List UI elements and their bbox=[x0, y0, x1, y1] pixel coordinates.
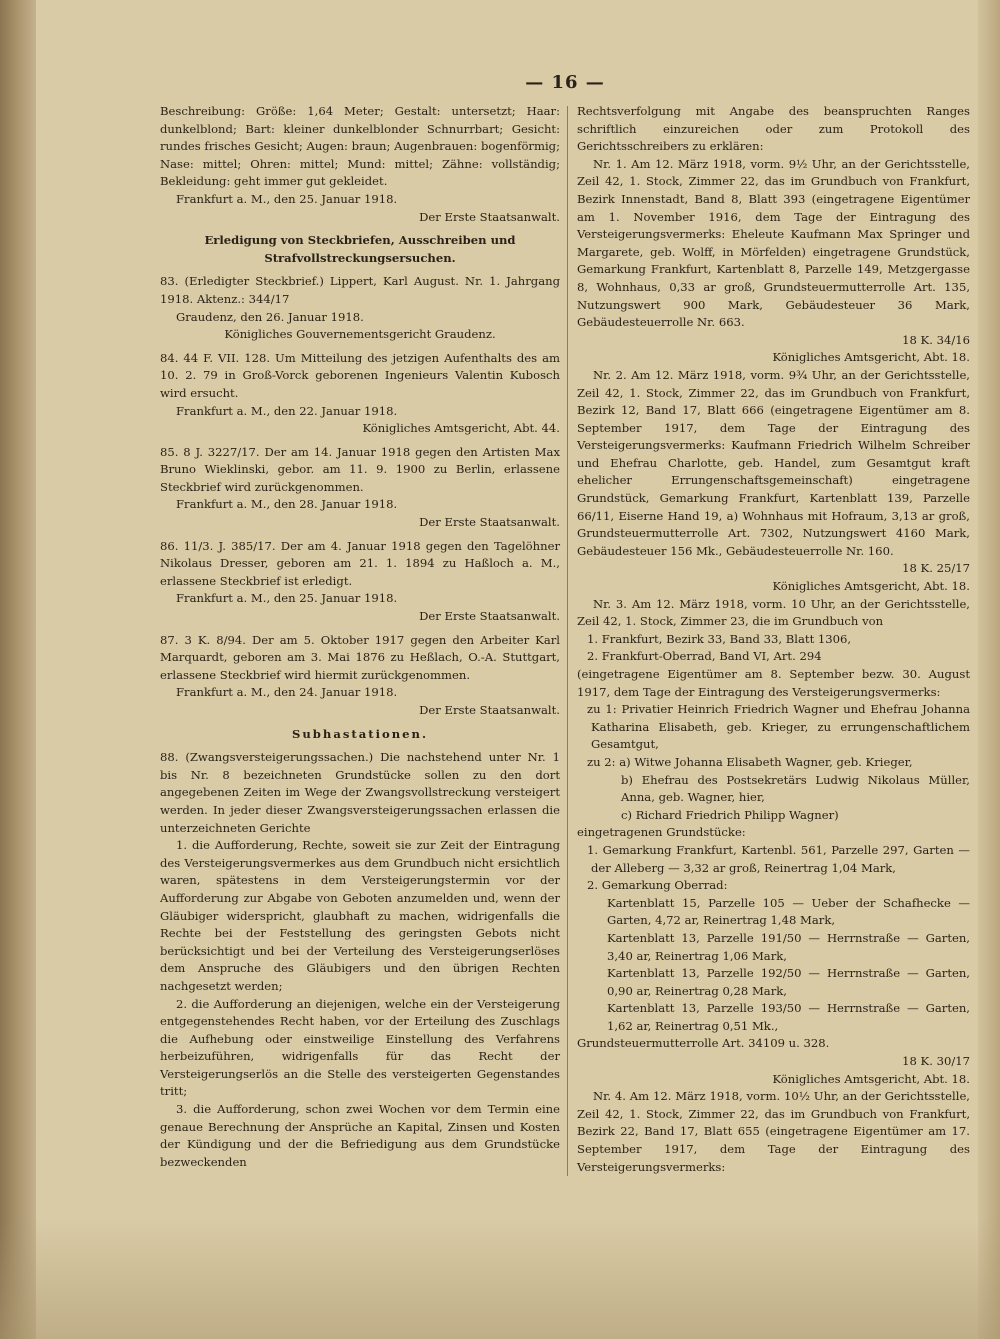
grundbuch-item: 1. Frankfurt, Bezirk 33, Band 33, Blatt 1306, bbox=[587, 631, 852, 646]
entry-85: 85. 8 J. 3227/17. Der am 14. Januar 1918 gegen den Artisten Max Bruno Wieklinski, gebor. am 11. 9. 1900 zu Berlin, erlassene Steckbrief wird zurückgenommen. bbox=[160, 444, 560, 494]
column-divider bbox=[567, 106, 568, 1176]
entry-87: 87. 3 K. 8/94. Der am 5. Oktober 1917 gegen den Arbeiter Karl Marquardt, geboren am 3. Mai 1876 zu Heßlach, O.-A. Stuttgart, erlassene Steckbrief wird hiermit zurückgenommen. bbox=[160, 632, 560, 682]
page-edge bbox=[978, 0, 1000, 1339]
property-subitem: Kartenblatt 15, Parzelle 105 — Ueber der Schafhecke — Garten, 4,72 ar, Reinertrag 1,48 Mark, bbox=[607, 895, 970, 928]
left-column bbox=[160, 103, 560, 1171]
signature: Königliches Amtsgericht, Abt. 44. bbox=[362, 421, 560, 436]
owner-item: b) Ehefrau des Postsekretärs Ludwig Nikolaus Müller, Anna, geb. Wagner, hier, bbox=[621, 772, 970, 805]
page-number: — 16 — bbox=[525, 72, 605, 93]
auction-nr-1: Nr. 1. Am 12. März 1918, vorm. 9½ Uhr, an der Gerichtsstelle, Zeil 42, 1. Stock, Zimmer 22, das im Grundbuch von Frankfurt, Bezirk Innenstadt, Band 8, Blatt 393 (eingetragene Eigentümer am 1. November 1916, dem Tage der Eintragung des Versteigerungsvermerks: Eheleute Kaufmann Max Springer und Margarete, geb. Wolff, in Mörfelden) eingetragene Grundstück, Gemarkung Frankfurt, Kartenblatt 8, Parzelle 149, Metzgergasse 8, Wohnhaus, 0,33 ar groß, Grundsteuermutterrolle Art. 135, Nutzungswert 900 Mark, Gebäudesteuer 36 Mark, Gebäudesteuerrolle Nr. 663. bbox=[577, 156, 970, 330]
owner-item: c) Richard Friedrich Philipp Wagner) bbox=[621, 807, 839, 822]
case-reference: 18 K. 25/17 bbox=[902, 561, 970, 576]
entry-86: 86. 11/3. J. 385/17. Der am 4. Januar 1918 gegen den Tagelöhner Nikolaus Dresser, geboren am 21. 1. 1894 zu Haßloch a. M., erlassene Steckbrief ist erledigt. bbox=[160, 538, 560, 588]
continuation-paragraph: Rechtsverfolgung mit Angabe des beanspruchten Ranges schriftlich einzureichen oder zum Protokoll des Gerichtsschreibers zu erklären: bbox=[577, 104, 970, 154]
right-column bbox=[577, 103, 970, 1176]
entry-88: 88. (Zwangsversteigerungssachen.) Die nachstehend unter Nr. 1 bis Nr. 8 bezeichneten Grundstücke sollen zu den dort angegebenen Zeiten im Wege der Zwangsvollstreckung versteigert werden. In jeder dieser Zwangsversteigerungssachen erlassen die unterzeichneten Gerichte bbox=[160, 750, 560, 835]
section-heading-subhastationen: Subhastationen. bbox=[291, 726, 428, 741]
property-subitem: Kartenblatt 13, Parzelle 192/50 — Herrnstraße — Garten, 0,90 ar, Reinertrag 0,28 Mark, bbox=[607, 966, 970, 998]
property-subitem: Kartenblatt 13, Parzelle 193/50 — Herrnstraße — Garten, 1,62 ar, Reinertrag 0,51 Mk., bbox=[607, 1001, 970, 1033]
properties-label: eingetragenen Grundstücke: bbox=[577, 825, 746, 840]
place-date: Frankfurt a. M., den 24. Januar 1918. bbox=[176, 685, 398, 700]
owner-item: zu 1: Privatier Heinrich Friedrich Wagner und Ehefrau Johanna Katharina Elisabeth, geb. Krieger, zu errungenschaftlichem Gesamtgut, bbox=[587, 702, 970, 752]
signature: Der Erste Staatsanwalt. bbox=[419, 209, 560, 224]
entry-84: 84. 44 F. VII. 128. Um Mitteilung des jetzigen Aufenthalts des am 10. 2. 79 in Groß-Vorck geborenen Ingenieurs Valentin Kubosch wird ersucht. bbox=[160, 350, 560, 400]
signature: Königliches Amtsgericht, Abt. 18. bbox=[772, 1071, 970, 1086]
tax-roll: Grundsteuermutterrolle Art. 34109 u. 328. bbox=[577, 1036, 830, 1051]
auction-nr-2: Nr. 2. Am 12. März 1918, vorm. 9¾ Uhr, an der Gerichtsstelle, Zeil 42, 1. Stock, Zimmer 22, das im Grundbuch von Frankfurt, Bezirk 12, Band 17, Blatt 666 (eingetragene Eigentümer am 8. September 1917, dem Tage der Eintragung des Versteigerungsvermerks: Kaufmann Friedrich Wilhelm Schreiber und Ehefrau Charlotte, geb. Handel, zum Gesamtgut kraft ehelicher Errungenschaftsgemeinschaft) eingetragene Grundstück, Gemarkung Frankfurt, Kartenblatt 139, Parzelle 66/11, Eiserne Hand 19, a) Wohnhaus mit Hofraum, 3,13 ar groß, Grundsteuermutterrolle Art. 7302, Nutzungswert 4160 Mark, Gebäudesteuer 156 Mk., Gebäudesteuerrolle Nr. 160. bbox=[577, 367, 970, 558]
entry-88-item-2: 2. die Aufforderung an diejenigen, welche ein der Versteigerung entgegenstehendes Recht haben, vor der Erteilung des Zuschlags die Aufhebung oder einstweilige Einstellung des Verfahrens herbeizuführen, widrigenfalls für das Recht der Versteigerungserlös an die Stelle des versteigerten Gegenstandes tritt; bbox=[160, 996, 560, 1099]
signature: Königliches Amtsgericht, Abt. 18. bbox=[772, 579, 970, 594]
book-spine bbox=[0, 0, 36, 1339]
property-subitem: Kartenblatt 13, Parzelle 191/50 — Herrnstraße — Garten, 3,40 ar, Reinertrag 1,06 Mark, bbox=[607, 930, 970, 963]
case-reference: 18 K. 34/16 bbox=[902, 332, 970, 347]
property-item: 2. Gemarkung Oberrad: bbox=[587, 878, 728, 893]
signature: Der Erste Staatsanwalt. bbox=[419, 703, 560, 717]
property-item: 1. Gemarkung Frankfurt, Kartenbl. 561, Parzelle 297, Garten — der Alleberg — 3,32 ar groß, Reinertrag 1,04 Mark, bbox=[587, 842, 970, 875]
description-paragraph: Beschreibung: Größe: 1,64 Meter; Gestalt: untersetzt; Haar: dunkelblond; Bart: kleiner dunkelblonder Schnurrbart; Gesicht: rundes frisches Gesicht; Augen: braun; Augenbrauen: bogenförmig; Nase: mittel; Ohren: mittel; Mund: mittel; Zähne: vollständig; Bekleidung: geht immer gut gekleidet. bbox=[160, 104, 560, 189]
auction-nr-4: Nr. 4. Am 12. März 1918, vorm. 10½ Uhr, an der Gerichtsstelle, Zeil 42, 1. Stock, Zimmer 22, das im Grundbuch von Frankfurt, Bezirk 22, Band 17, Blatt 655 (eingetragene Eigentümer am 17. September 1917, dem Tage der Eintragung des Versteigerungsvermerks: bbox=[577, 1089, 970, 1174]
entry-88-item-1: 1. die Aufforderung, Rechte, soweit sie zur Zeit der Eintragung des Versteigerungsvermerkes aus dem Grundbuch nicht ersichtlich waren, spätestens in dem Versteigerungstermin vor der Aufforderung zur Abgabe von Geboten anzumelden und, wenn der Gläubiger widerspricht, glaubhaft zu machen, widrigenfalls die Rechte bei der Feststellung des geringsten Gebots nicht berücksichtigt und bei der Verteilung des Versteigerungserlöses dem Anspruche des Gläubigers und den übrigen Rechten nachgesetzt werden; bbox=[160, 838, 560, 993]
owner-paragraph: (eingetragene Eigentümer am 8. September bezw. 30. August 1917, dem Tage der Eintragung des Versteigerungsvermerks: bbox=[577, 667, 970, 699]
entry-83: 83. (Erledigter Steckbrief.) Lippert, Karl August. Nr. 1. Jahrgang 1918. Aktenz.: 344/17 bbox=[160, 274, 560, 306]
auction-nr-3: Nr. 3. Am 12. März 1918, vorm. 10 Uhr, an der Gerichtsstelle, Zeil 42, 1. Stock, Zimmer 23, die im Grundbuch von bbox=[577, 596, 970, 629]
signature: Königliches Amtsgericht, Abt. 18. bbox=[772, 350, 970, 365]
place-date: Frankfurt a. M., den 22. Januar 1918. bbox=[176, 403, 398, 418]
owner-item: zu 2: a) Witwe Johanna Elisabeth Wagner, geb. Krieger, bbox=[587, 754, 913, 769]
signature: Der Erste Staatsanwalt. bbox=[419, 515, 560, 530]
page-shadow bbox=[0, 1219, 1000, 1339]
place-date: Frankfurt a. M., den 25. Januar 1918. bbox=[176, 591, 398, 606]
place-date: Graudenz, den 26. Januar 1918. bbox=[176, 309, 364, 324]
section-heading-erledigung: Erledigung von Steckbriefen, Ausschreiben und Strafvollstreckungsersuchen. bbox=[204, 233, 516, 265]
place-date: Frankfurt a. M., den 25. Januar 1918. bbox=[176, 191, 398, 206]
signature: Königliches Gouvernementsgericht Graudenz. bbox=[224, 327, 496, 342]
grundbuch-item: 2. Frankfurt-Oberrad, Band VI, Art. 294 bbox=[587, 649, 822, 664]
signature: Der Erste Staatsanwalt. bbox=[419, 609, 560, 624]
place-date: Frankfurt a. M., den 28. Januar 1918. bbox=[176, 497, 398, 512]
entry-88-item-3: 3. die Aufforderung, schon zwei Wochen vor dem Termin eine genaue Berechnung der Ansprüche an Kapital, Zinsen und Kosten der Kündigung und der die Befriedigung aus dem Grundstücke bezweckenden bbox=[160, 1102, 560, 1169]
case-reference: 18 K. 30/17 bbox=[902, 1054, 970, 1069]
